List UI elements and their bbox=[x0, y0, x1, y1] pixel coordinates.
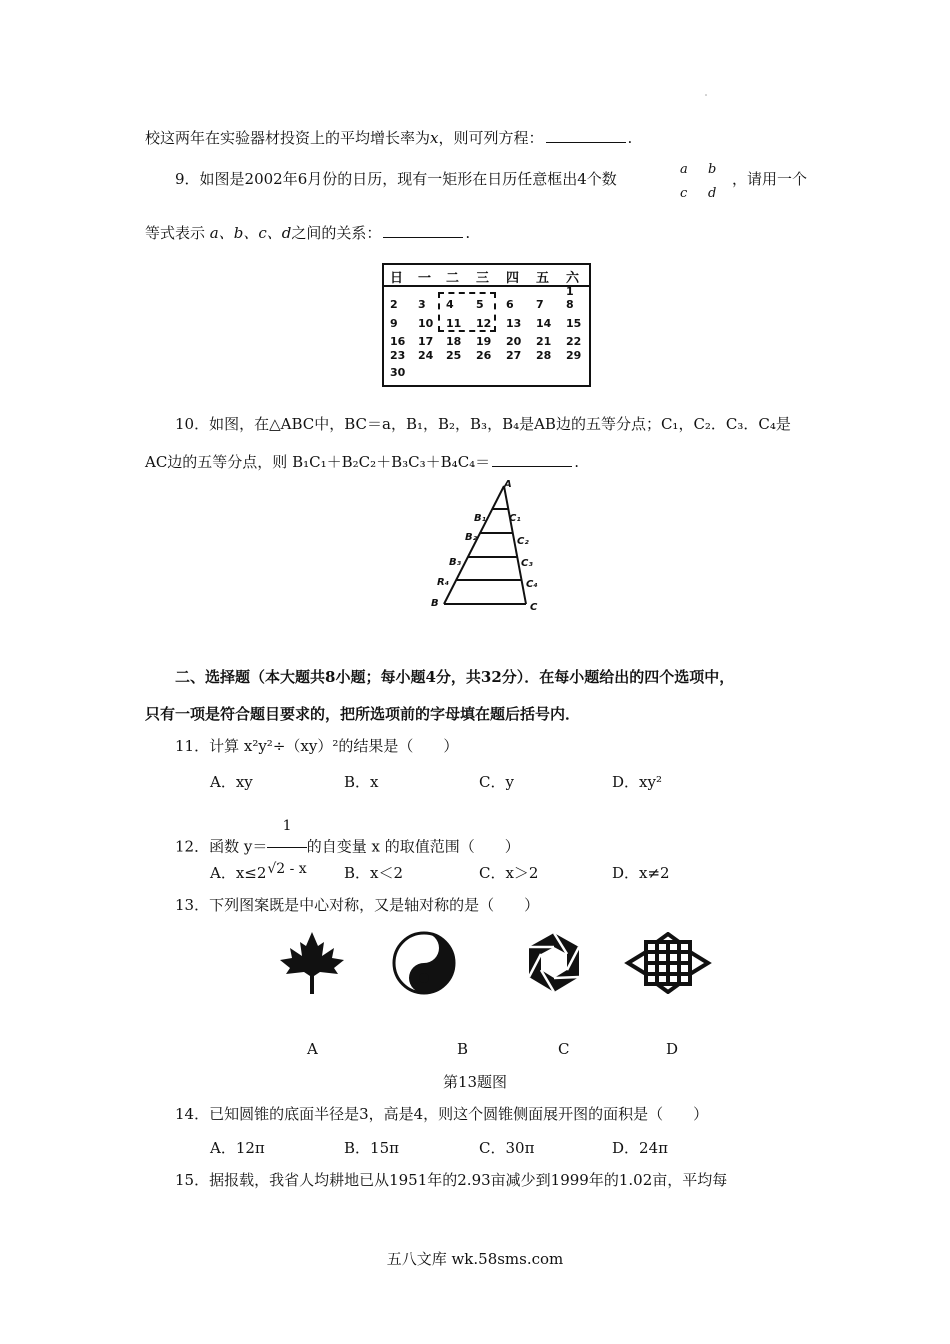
calendar-day: 28 bbox=[536, 349, 552, 362]
yin-yang-icon bbox=[390, 930, 458, 996]
q8-text: 校这两年在实验器材投资上的平均增长率为 bbox=[145, 129, 431, 147]
q11-option-b[interactable]: B．x bbox=[344, 773, 379, 791]
calendar-header-cell: 日 bbox=[390, 271, 404, 286]
q11-stem: 11．计算 x²y²÷（xy）²的结果是（ ） bbox=[175, 737, 459, 755]
label-b1: B₁ bbox=[474, 513, 487, 524]
triangle-figure bbox=[420, 478, 550, 618]
q9-vars: a、b、c、d bbox=[209, 224, 292, 242]
q9-text2: 等式表示 bbox=[145, 224, 206, 242]
calendar-day: 5 bbox=[476, 298, 484, 311]
calendar-day: 12 bbox=[476, 317, 492, 330]
label-a: A bbox=[504, 479, 512, 490]
q9-line1 bbox=[175, 168, 617, 190]
calendar-selection-box bbox=[438, 292, 496, 332]
calendar-header-cell: 五 bbox=[536, 271, 550, 286]
label-b2: B₂ bbox=[465, 532, 478, 543]
q9-line2 bbox=[145, 222, 470, 244]
calendar-day: 10 bbox=[418, 317, 434, 330]
calendar-day: 20 bbox=[506, 335, 522, 348]
q9-answer-blank[interactable] bbox=[383, 223, 463, 238]
section2-line1: 二、选择题（本大题共8小题；每小题4分，共32分）．在每小题给出的四个选项中， bbox=[175, 668, 735, 686]
q9-matrix-a: a bbox=[680, 162, 688, 177]
q8-end: . bbox=[627, 129, 633, 147]
calendar-day: 26 bbox=[476, 349, 492, 362]
q10-end: . bbox=[574, 453, 579, 471]
calendar-day: 11 bbox=[446, 317, 462, 330]
label-c: C bbox=[530, 602, 538, 613]
q9-matrix-c: c bbox=[680, 186, 688, 201]
calendar-day: 16 bbox=[390, 335, 406, 348]
footer-watermark: 五八文库 wk.58sms.com bbox=[386, 1250, 564, 1268]
q8-text-post: ，则可列方程： bbox=[438, 129, 544, 147]
q14-option-a[interactable]: A．12π bbox=[210, 1139, 265, 1157]
q9-matrix-d: d bbox=[708, 186, 717, 201]
q13-stem: 13．下列图案既是中心对称，又是轴对称的是（ ） bbox=[175, 896, 540, 914]
calendar-day: 1 bbox=[566, 285, 574, 298]
label-c3: C₃ bbox=[521, 558, 533, 569]
calendar-day: 23 bbox=[390, 349, 406, 362]
label-b: B bbox=[431, 598, 439, 609]
speck: ˙ bbox=[704, 94, 708, 103]
triangle-lines bbox=[444, 486, 526, 604]
calendar-day: 25 bbox=[446, 349, 462, 362]
q14-option-d[interactable]: D．24π bbox=[612, 1139, 668, 1157]
q13-label-a[interactable]: A bbox=[307, 1040, 318, 1058]
calendar-day: 3 bbox=[418, 298, 426, 311]
q12-fraction bbox=[267, 805, 306, 890]
q13-label-b[interactable]: B bbox=[457, 1040, 469, 1058]
calendar-day: 17 bbox=[418, 335, 434, 348]
q8-answer-blank[interactable] bbox=[546, 128, 626, 143]
maple-leaf-icon bbox=[278, 930, 346, 996]
q12-post: 的自变量 x 的取值范围（ ） bbox=[306, 837, 520, 856]
label-c4: C₄ bbox=[526, 579, 538, 590]
calendar-day: 27 bbox=[506, 349, 522, 362]
q15-stem: 15．据报载，我省人均耕地已从1951年的2.93亩减少到1999年的1.02亩，平均每 bbox=[175, 1171, 728, 1189]
calendar-header-cell: 二 bbox=[446, 271, 460, 286]
calendar-day: 18 bbox=[446, 335, 462, 348]
q12-option-d[interactable]: D．x≠2 bbox=[612, 864, 670, 882]
q10-text2: AC边的五等分点，则 B₁C₁＋B₂C₂＋B₃C₃＋B₄C₄＝ bbox=[145, 453, 491, 471]
side-ab bbox=[444, 486, 504, 604]
label-c2: C₂ bbox=[517, 536, 529, 547]
calendar-header-cell: 一 bbox=[418, 271, 432, 286]
calendar-day: 29 bbox=[566, 349, 582, 362]
q11-option-d[interactable]: D．xy² bbox=[612, 773, 662, 791]
label-c1: C₁ bbox=[509, 513, 521, 524]
q12-option-c[interactable]: C．x＞2 bbox=[479, 864, 539, 882]
q12-option-a[interactable]: A．x≤2 bbox=[210, 864, 267, 882]
q9-text3: 之间的关系： bbox=[291, 224, 382, 242]
label-b4: R₄ bbox=[437, 577, 450, 588]
calendar-header-cell: 三 bbox=[476, 271, 490, 286]
q9-end: . bbox=[465, 224, 471, 242]
q12-numerator: 1 bbox=[267, 805, 306, 848]
calendar-day: 30 bbox=[390, 366, 406, 379]
q8-tail-line bbox=[145, 127, 632, 149]
q12-option-b[interactable]: B．x＜2 bbox=[344, 864, 404, 882]
q14-option-c[interactable]: C．30π bbox=[479, 1139, 535, 1157]
q10-line2 bbox=[145, 451, 579, 473]
q13-label-c[interactable]: C bbox=[558, 1040, 570, 1058]
q9-matrix-b: b bbox=[708, 162, 717, 177]
calendar-day: 2 bbox=[390, 298, 398, 311]
calendar-day: 8 bbox=[566, 298, 574, 311]
q13-caption: 第13题图 bbox=[442, 1073, 508, 1091]
aperture-icon bbox=[520, 930, 588, 996]
label-b3: B₃ bbox=[449, 557, 462, 568]
calendar-day: 13 bbox=[506, 317, 522, 330]
calendar-day: 6 bbox=[506, 298, 514, 311]
calendar-day: 21 bbox=[536, 335, 552, 348]
q8-var: x bbox=[430, 129, 439, 147]
calendar-day: 22 bbox=[566, 335, 582, 348]
calendar-day: 9 bbox=[390, 317, 398, 330]
calendar-day: 24 bbox=[418, 349, 434, 362]
calendar-day: 4 bbox=[446, 298, 454, 311]
q12-denominator: √2 - x bbox=[267, 861, 307, 877]
chinese-knot-icon bbox=[620, 932, 716, 994]
section2-line2: 只有一项是符合题目要求的，把所选项前的字母填在题后括号内． bbox=[145, 705, 581, 723]
q10-answer-blank[interactable] bbox=[492, 452, 572, 467]
q13-label-d[interactable]: D bbox=[666, 1040, 679, 1058]
calendar-day: 19 bbox=[476, 335, 492, 348]
q9-line1-post: ，请用一个 bbox=[732, 170, 808, 188]
q11-option-a[interactable]: A．xy bbox=[210, 773, 253, 791]
q14-option-b[interactable]: B．15π bbox=[344, 1139, 399, 1157]
q11-option-c[interactable]: C．y bbox=[479, 773, 514, 791]
calendar-header-cell: 四 bbox=[506, 271, 520, 286]
calendar-day: 14 bbox=[536, 317, 552, 330]
q14-stem: 14．已知圆锥的底面半径是3，高是4，则这个圆锥侧面展开图的面积是（ ） bbox=[175, 1105, 709, 1123]
calendar-header-cell: 六 bbox=[566, 271, 580, 286]
q10-text: 10．如图，在△ABC中，BC＝a，B₁，B₂，B₃，B₄是AB边的五等分点；C₁，C₂．C₃．C₄是 bbox=[175, 415, 791, 433]
q10-line1 bbox=[175, 413, 791, 435]
q9-text: 9．如图是2002年6月份的日历，现有一矩形在日历任意框出4个数 bbox=[175, 170, 617, 188]
calendar-day: 7 bbox=[536, 298, 544, 311]
q12-pre: 12．函数 y＝ bbox=[175, 837, 268, 856]
calendar-day: 15 bbox=[566, 317, 582, 330]
